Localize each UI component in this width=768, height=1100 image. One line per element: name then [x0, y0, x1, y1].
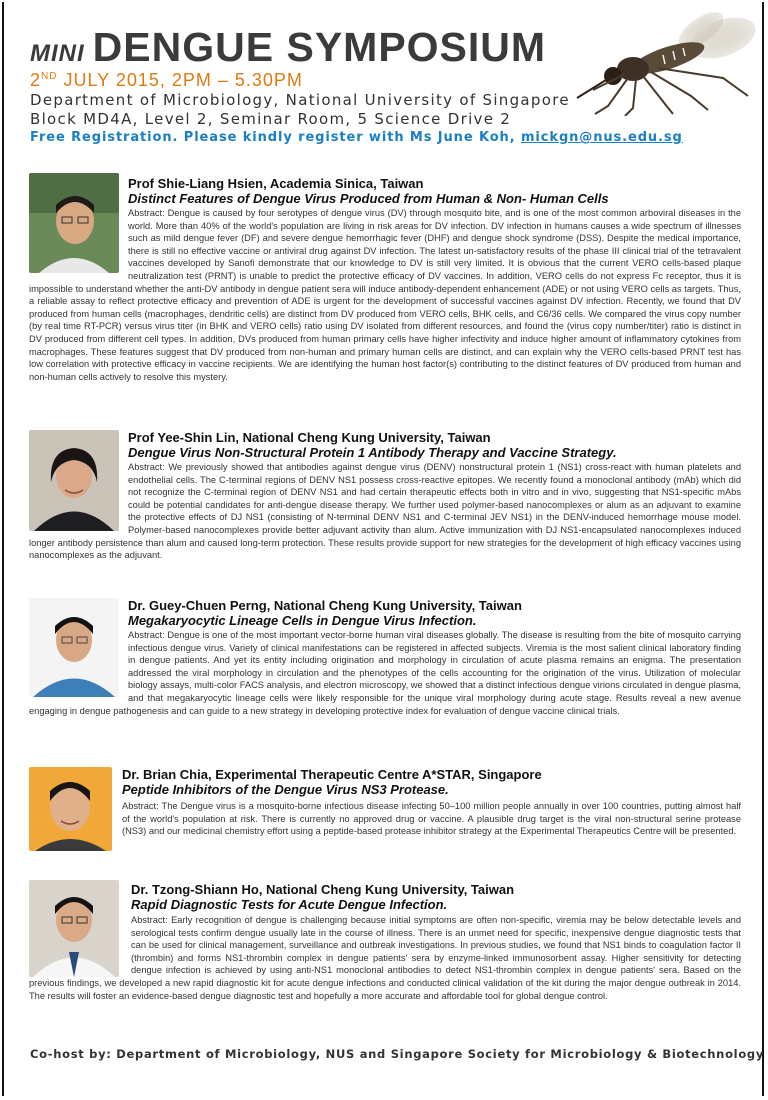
event-date [30, 70, 750, 91]
speaker-name-3: Dr. Guey-Chuen Perng, National Cheng Kung University, Taiwan [128, 598, 522, 613]
speaker-photo-4 [29, 767, 112, 851]
talk-abstract-5: Abstract: Early recognition of dengue is challenging because initial symptoms are often non-specific, viremia may be below detectable levels and serological tests confirm dengue usually late in the course of illness. There is an unmet need for specific, inexpensive dengue diagnostic tests that can be used for clinical management, surveillance and outbreak investigations. In previous studies, we found that NS1 binds to coagulation factor II (thrombin) and forms NS1-thrombin complex in dengue patients' sera by enzyme-linked immunosorbent assay. Higher sensitivity for detecting dengue infection is achieved by using anti-NS1 monoclonal antibodies to detect NS1-thrombin complex in dengue patients' sera. Based on the previous findings, we developed a new rapid diagnostic kit for acute dengue infections and conducted clinical validation of the kit during the major dengue outbreak in 2014. The results will foster an evidence-based dengue diagnostic test and hopefully a more accurate and affordable tool for global dengue control. [29, 915, 741, 1001]
talk-title-1: Distinct Features of Dengue Virus Produced from Human & Non- Human Cells [128, 191, 609, 206]
talk-title-3: Megakaryocytic Lineage Cells in Dengue Virus Infection. [128, 613, 477, 628]
registration [30, 130, 750, 145]
talk-title-2: Dengue Virus Non-Structural Protein 1 Antibody Therapy and Vaccine Strategy. [128, 445, 617, 460]
talk-3-abstract-wrap [29, 629, 741, 717]
talk-title-5: Rapid Diagnostic Tests for Acute Dengue Infection. [131, 897, 448, 912]
talk-5-heading [131, 882, 741, 913]
speaker-name-4: Dr. Brian Chia, Experimental Therapeutic Centre A*STAR, Singapore [122, 767, 542, 782]
speaker-name-1: Prof Shie-Liang Hsien, Academia Sinica, Taiwan [128, 176, 424, 191]
talk-4-abstract-wrap [122, 800, 741, 838]
header [30, 22, 750, 145]
date-suffix: ND [41, 71, 58, 82]
talk-4-heading [122, 767, 741, 798]
venue-line-1: Department of Microbiology, National University of Singapore [30, 91, 570, 109]
date-rest: JULY 2015, 2PM – 5.30PM [57, 70, 303, 90]
title-row [30, 22, 750, 72]
date-day: 2 [30, 70, 42, 90]
talk-3-heading [128, 598, 741, 629]
speaker-name-5: Dr. Tzong-Shiann Ho, National Cheng Kung University, Taiwan [131, 882, 515, 897]
talk-2-heading [128, 430, 741, 461]
talk-1-heading [128, 176, 741, 207]
talk-title-4: Peptide Inhibitors of the Dengue Virus NS3 Protease. [122, 782, 449, 797]
talk-5-abstract-wrap [29, 914, 741, 1002]
talk-abstract-1: Abstract: Dengue is caused by four serotypes of dengue virus (DV) through mosquito bite, and is one of the most common arboviral diseases in the world. More than 40% of the world's population are living in risk areas for DV infection. DV infection in humans causes a wide spectrum of illnesses such as mild dengue fever (DF) and severe dengue hemorrhagic fever (DHF) and dengue shock syndrome (DSS). Despite the medical importance, there is still no effective vaccine or antiviral drug against DV infection. The latest un-satisfactory results of the phase III clinical trial of the tetravalent vaccines developed by Sanofi demonstrate that our knowledge to DV is still very limited. It is obvious that the current VERO cells-based plaque neutralization test (PRNT) is unable to predict the protective efficacy of DV vaccines. In addition, VERO cells do not express Fc receptor, thus it is impossible to understand whether the anti-DV antibody in dengue patient sera will induce antibody-dependent enhancement (ADE) or not using VERO cells as targets. Thus, a reliable assay to reflect protective efficacy and prevention of ADE is urgent for the development of successful vaccines against DV infection. Recently, we found that DV produced from human cells (macrophages, dendritic cells) are distinct from DV produced from VERO cells, BHK cells, and C6/36 cells. We compared the virus copy number (by real time RT-PCR) versus virus titer (in BHK and VERO cells) ratio using DV isolated from different resources, and found the (virus copy number/titer) ratio is distinct in DV produced from different cell types. In addition, DVs produced from human primary cells have higher infectivity and induce higher amount of inflammatory cytokines from macrophages. These features suggest that DV produced from non-human and primary human cells are distinct, and can explain why the VERO cells-based PRNT test has low correlation with protective efficacy in vaccine recipients. We are identifying the human host factor(s) contributing to the distinct features of DV produced from human and non-human cells actively to resolve this mystery. [29, 208, 741, 382]
page-title: DENGUE SYMPOSIUM [92, 24, 547, 70]
cohost-footer: Co-host by: Department of Microbiology, NUS and Singapore Society for Microbiology & Biotechnology [30, 1047, 765, 1061]
talk-2-abstract-wrap [29, 461, 741, 562]
registration-email-link[interactable]: mickgn@nus.edu.sg [520, 130, 683, 145]
talk-abstract-3: Abstract: Dengue is one of the most important vector-borne human viral diseases globally. The disease is resulting from the bite of mosquito carrying infectious dengue virus. Variety of clinical manifestations can be registered in affected subjects. Viremia is the most salient clinical laboratory finding in dengue patients. And yet its entity including origination and morphology in circulation of acute plasma remains an enigma. The presentation addressed the viral morphology in circulation and the phenotypes of the cells accounting for the origination of the virus. Utilization of molecular biology assays, multi-color FACS analysis, and electron microscopy, we showed that a distinct infectious dengue virions circulated in dengue plasma, and that megakaryocytic lineage cells were likely responsible for the unique viral morphology during acute stage. Results reveal a new avenue engaging in dengue pathogenesis and can guide to a new strategy in developing protective index for evaluation of dengue vaccine clinical trials. [29, 630, 741, 716]
talk-abstract-2: Abstract: We previously showed that antibodies against dengue virus (DENV) nonstructural protein 1 (NS1) cross-react with human platelets and endothelial cells. The C-terminal regions of DENV NS1 possess cross-reactive epitopes. We recently found a monoclonal antibody (mAb) which did not recognize the C-terminal region of DENV NS1 and had certain therapeutic effects both in vitro and in vivo, suggesting that NS1-specific mAbs could be potential candidates for anti-dengue disease therapy. We further used polymer-based nanocomplexes or alum as an adjuvant to examine the protective effects of DJ NS1 (consisting of N-terminal DENV NS1 and C-terminal JEV NS1) in the DENV-induced hemorrhage mouse model. Polymer-based nanocomplexes provide better adjuvant activity than alum. Active immunization with DJ NS1-encapsulated nanocomplexes induced longer antibody persistence than alum and caused long-term protection. These results provide support for new strategies for the development of high efficacy vaccines using nanocomplexes as the adjuvant. [29, 462, 741, 561]
talk-1-abstract-wrap [29, 207, 741, 383]
registration-text: Free Registration. Please kindly register with Ms June Koh, [30, 130, 521, 145]
title-prefix: MINI [30, 40, 85, 67]
venue-line-2: Block MD4A, Level 2, Seminar Room, 5 Science Drive 2 [30, 110, 512, 128]
speaker-name-2: Prof Yee-Shin Lin, National Cheng Kung University, Taiwan [128, 430, 491, 445]
talk-abstract-4: Abstract: The Dengue virus is a mosquito-borne infectious disease infecting 50–100 million people annually in over 100 countries, putting almost half of the world's population at risk. There is currently no approved drug or vaccine. A plausible drug target is the viral non-structural serine protease (NS3) and our medicinal chemistry effort using a peptide-based protease inhibitor strategy at the Experimental Therapeutics Centre will be presented. [122, 801, 741, 837]
